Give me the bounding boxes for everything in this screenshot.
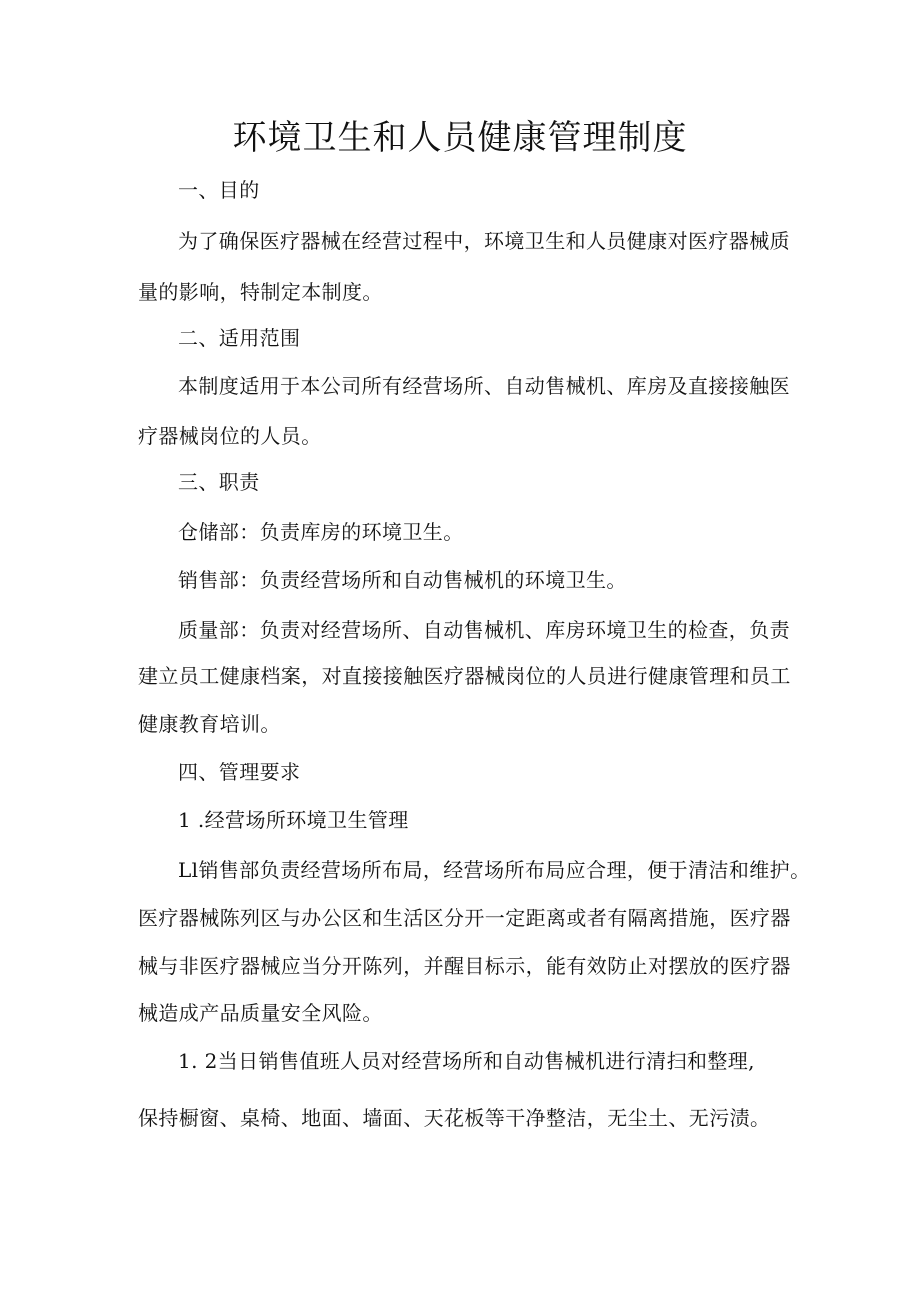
paragraph-line: 医疗器械陈列区与办公区和生活区分开一定距离或者有隔离措施，医疗器 xyxy=(138,906,791,930)
subsection-heading: 1 .经营场所环境卫生管理 xyxy=(178,808,409,832)
section-heading-duties: 三、职责 xyxy=(178,470,260,494)
paragraph-line: 健康教育培训。 xyxy=(138,712,281,736)
paragraph-line: 械造成产品质量安全风险。 xyxy=(138,1001,383,1025)
paragraph-line: 疗器械岗位的人员。 xyxy=(138,424,322,448)
section-heading-requirements: 四、管理要求 xyxy=(178,760,301,784)
section-heading-purpose: 一、目的 xyxy=(178,178,260,202)
paragraph-line: 仓储部：负责库房的环境卫生。 xyxy=(178,520,464,544)
paragraph-line: 量的影响，特制定本制度。 xyxy=(138,280,383,304)
section-heading-scope: 二、适用范围 xyxy=(178,326,301,350)
paragraph-line: 本制度适用于本公司所有经营场所、自动售械机、库房及直接接触医 xyxy=(178,374,790,398)
paragraph-line: Ll销售部负责经营场所布局，经营场所布局应合理，便于清洁和维护。 xyxy=(178,858,811,882)
paragraph-line: 质量部：负责对经营场所、自动售械机、库房环境卫生的检查，负责 xyxy=(178,618,790,642)
paragraph-line: 1. 2当日销售值班人员对经营场所和自动售械机进行清扫和整理, xyxy=(178,1049,755,1073)
paragraph-line: 为了确保医疗器械在经营过程中，环境卫生和人员健康对医疗器械质 xyxy=(178,229,790,253)
paragraph-line: 销售部：负责经营场所和自动售械机的环境卫生。 xyxy=(178,568,627,592)
paragraph-line: 保持橱窗、桌椅、地面、墙面、天花板等干净整洁，无尘土、无污渍。 xyxy=(138,1106,771,1130)
paragraph-line: 建立员工健康档案，对直接接触医疗器械岗位的人员进行健康管理和员工 xyxy=(138,664,791,688)
document-title: 环境卫生和人员健康管理制度 xyxy=(232,118,688,158)
paragraph-line: 械与非医疗器械应当分开陈列，并醒目标示，能有效防止对摆放的医疗器 xyxy=(138,954,791,978)
